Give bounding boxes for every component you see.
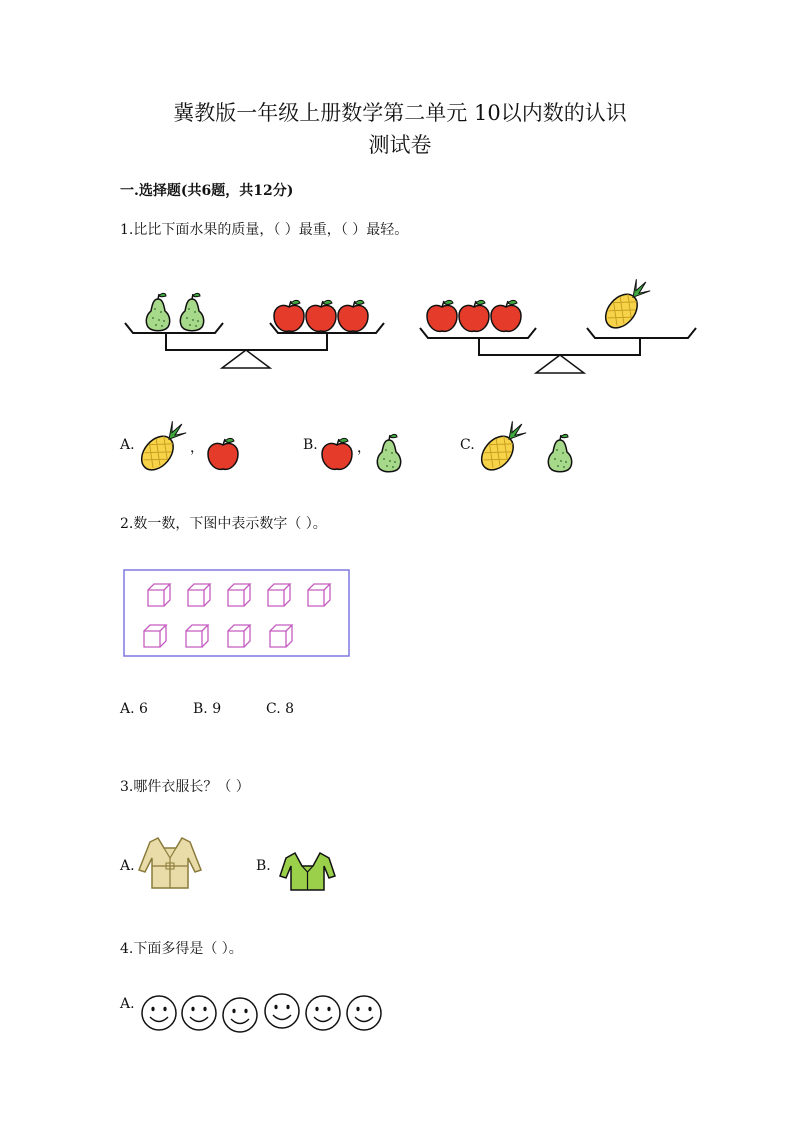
cube-icon (228, 625, 250, 647)
question-3-text: 3.哪件衣服长？（ ） (120, 779, 250, 795)
balance-scale-1 (125, 293, 384, 368)
q2-option-c: C. 8 (266, 701, 295, 717)
q1-option-a-label: A. (120, 437, 135, 453)
smiley-face-icon (306, 996, 340, 1030)
pear-icon (146, 293, 169, 330)
smiley-face-icon (182, 996, 216, 1030)
option-a-apple-icon (208, 438, 238, 469)
q3-option-b-label: B. (256, 858, 271, 874)
cube-icon (186, 625, 208, 647)
cube-icon (268, 584, 290, 606)
cube-icon (188, 584, 210, 606)
apple-icon (274, 300, 304, 331)
long-coat-icon (139, 838, 201, 888)
smiley-face-icon (142, 996, 176, 1030)
option-b-apple-icon (322, 438, 352, 469)
cube-icon (228, 584, 250, 606)
cube-icon (308, 584, 330, 606)
option-b-pear-icon (377, 434, 400, 471)
smiley-face-icon (265, 994, 299, 1028)
smiley-face-icon (347, 996, 381, 1030)
q3-option-a-label: A. (120, 858, 135, 874)
q2-option-a: A. 6 (120, 701, 148, 717)
option-c-pineapple-icon (475, 416, 532, 476)
cube-icon (148, 584, 170, 606)
q1-option-a-separator: ， (190, 440, 204, 456)
cube-count-box (124, 570, 349, 656)
q1-option-b-separator: ， (357, 440, 371, 456)
pear-icon (180, 293, 203, 330)
option-c-pear-icon (548, 434, 571, 471)
cube-icon (144, 625, 166, 647)
apple-icon (459, 300, 489, 331)
pineapple-icon (599, 274, 656, 334)
cube-icon (270, 625, 292, 647)
section-heading: 一.选择题(共6题，共12分) (120, 183, 294, 199)
question-2-text: 2.数一数，下图中表示数字（ ）。 (120, 516, 327, 532)
smiley-face-icon (223, 998, 257, 1032)
short-coat-icon (280, 853, 335, 890)
page-title-line2: 测试卷 (368, 133, 432, 157)
q1-option-c-label: C. (460, 437, 475, 453)
apple-icon (338, 300, 368, 331)
apple-icon (306, 300, 336, 331)
page-title-line1: 冀教版一年级上册数学第二单元 10以内数的认识 (173, 101, 627, 125)
option-a-pineapple-icon (135, 416, 192, 476)
balance-scale-2 (420, 274, 696, 373)
q2-option-b: B. 9 (193, 701, 222, 717)
apple-icon (491, 300, 521, 331)
q1-option-b-label: B. (303, 437, 318, 453)
q4-option-a-label: A. (120, 996, 135, 1012)
apple-icon (427, 300, 457, 331)
smiley-face-row (142, 994, 381, 1032)
question-4-text: 4.下面多得是（ ）。 (120, 941, 243, 957)
question-1-text: 1.比比下面水果的质量，（ ）最重，（ ）最轻。 (120, 222, 409, 238)
